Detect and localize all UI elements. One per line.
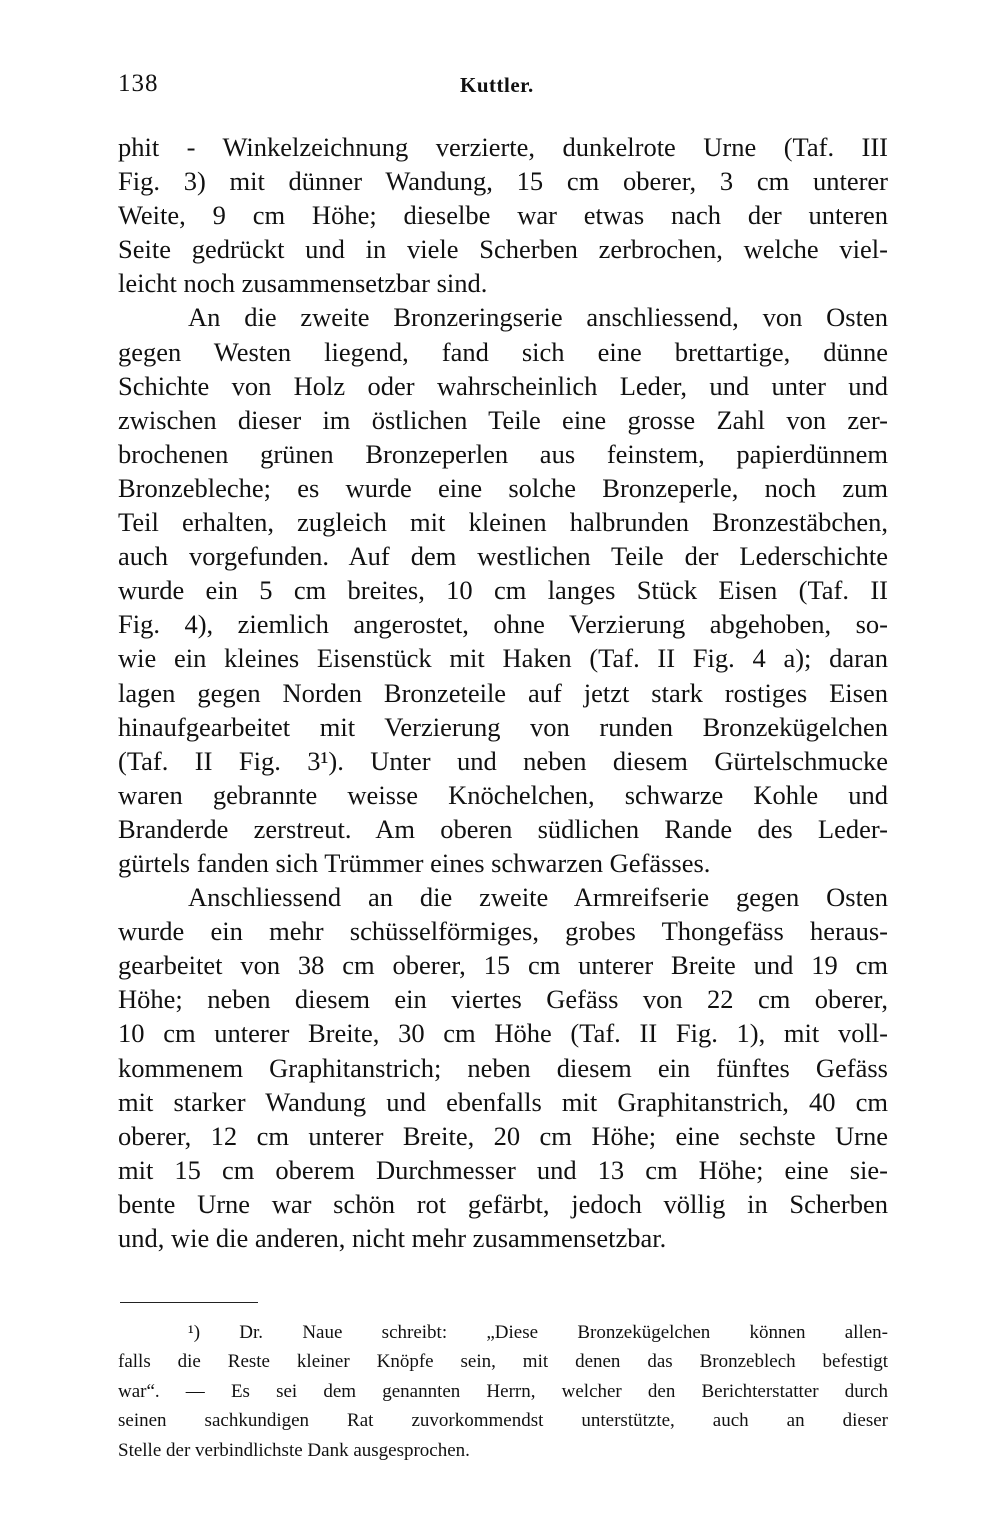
footnote-divider: [120, 1302, 258, 1303]
footnote-line: war“. — Es sei dem genannten Herrn, welcher den Berichterstatter durch: [118, 1380, 888, 1402]
page-number: 138: [118, 70, 159, 97]
text-line: Seite gedrückt und in viele Scherben zerbrochen, welche viel-: [118, 234, 888, 265]
text-line: waren gebrannte weisse Knöchelchen, schwarze Kohle und: [118, 779, 888, 810]
text-line: Höhe; neben diesem ein viertes Gefäss von 22 cm oberer,: [118, 984, 888, 1015]
text-line: gegen Westen liegend, fand sich eine brettartige, dünne: [118, 336, 888, 367]
footnote-line: Stelle der verbindlichste Dank ausgesprochen.: [118, 1439, 470, 1461]
footnote-line: falls die Reste kleiner Knöpfe sein, mit denen das Bronzeblech befestigt: [118, 1351, 888, 1373]
text-line: Branderde zerstreut. Am oberen südlichen Rande des Leder-: [118, 813, 888, 844]
text-line: kommenem Graphitanstrich; neben diesem ein fünftes Gefäss: [118, 1052, 888, 1083]
footnote-line: seinen sachkundigen Rat zuvorkommendst unterstützte, auch an dieser: [118, 1410, 888, 1432]
text-line: 10 cm unterer Breite, 30 cm Höhe (Taf. II Fig. 1), mit voll-: [118, 1018, 888, 1049]
text-line: An die zweite Bronzeringserie anschliessend, von Osten: [188, 302, 888, 333]
footnote: [118, 1318, 888, 1465]
text-line: bente Urne war schön rot gefärbt, jedoch völlig in Scherben: [118, 1188, 888, 1219]
text-line: hinaufgearbeitet mit Verzierung von runden Bronzekügelchen: [118, 711, 888, 742]
running-title: Kuttler.: [460, 73, 534, 97]
text-line: Anschliessend an die zweite Armreifserie gegen Osten: [188, 882, 888, 913]
text-line: lagen gegen Norden Bronzeteile auf jetzt stark rostiges Eisen: [118, 677, 888, 708]
text-line: Weite, 9 cm Höhe; dieselbe war etwas nach der unteren: [118, 200, 888, 231]
text-line: Fig. 4), ziemlich angerostet, ohne Verzierung abgehoben, so-: [118, 609, 888, 640]
text-line: wie ein kleines Eisenstück mit Haken (Taf. II Fig. 4 a); daran: [118, 643, 888, 674]
text-line: oberer, 12 cm unterer Breite, 20 cm Höhe; eine sechste Urne: [118, 1120, 888, 1151]
footnote-line: ¹) Dr. Naue schreibt: „Diese Bronzekügelchen können allen-: [188, 1322, 888, 1343]
text-line: (Taf. II Fig. 3¹). Unter und neben diesem Gürtelschmucke: [118, 745, 888, 776]
text-line: wurde ein 5 cm breites, 10 cm langes Stück Eisen (Taf. II: [118, 575, 888, 606]
running-head: [118, 70, 888, 106]
text-line: Teil erhalten, zugleich mit kleinen halbrunden Bronzestäbchen,: [118, 507, 888, 538]
text-line: Schichte von Holz oder wahrscheinlich Leder, und unter und: [118, 370, 888, 401]
text-line: auch vorgefunden. Auf dem westlichen Teile der Lederschichte: [118, 541, 888, 572]
main-text: [118, 130, 888, 1255]
text-line: zwischen dieser im östlichen Teile eine grosse Zahl von zer-: [118, 404, 888, 435]
text-line: gürtels fanden sich Trümmer eines schwarzen Gefässes.: [118, 847, 711, 878]
text-line: und, wie die anderen, nicht mehr zusammensetzbar.: [118, 1223, 667, 1253]
text-line: Bronzebleche; es wurde eine solche Bronzeperle, noch zum: [118, 472, 888, 503]
text-line: wurde ein mehr schüsselförmiges, grobes Thongefäss heraus-: [118, 916, 888, 947]
text-line: Fig. 3) mit dünner Wandung, 15 cm oberer, 3 cm unterer: [118, 166, 888, 197]
text-line: phit - Winkelzeichnung verzierte, dunkelrote Urne (Taf. III: [118, 132, 888, 162]
text-line: gearbeitet von 38 cm oberer, 15 cm unterer Breite und 19 cm: [118, 950, 888, 981]
text-line: brochenen grünen Bronzeperlen aus feinstem, papierdünnem: [118, 438, 888, 469]
text-line: mit 15 cm oberem Durchmesser und 13 cm Höhe; eine sie-: [118, 1154, 888, 1185]
text-line: mit starker Wandung und ebenfalls mit Graphitanstrich, 40 cm: [118, 1086, 888, 1117]
text-line: leicht noch zusammensetzbar sind.: [118, 268, 488, 299]
